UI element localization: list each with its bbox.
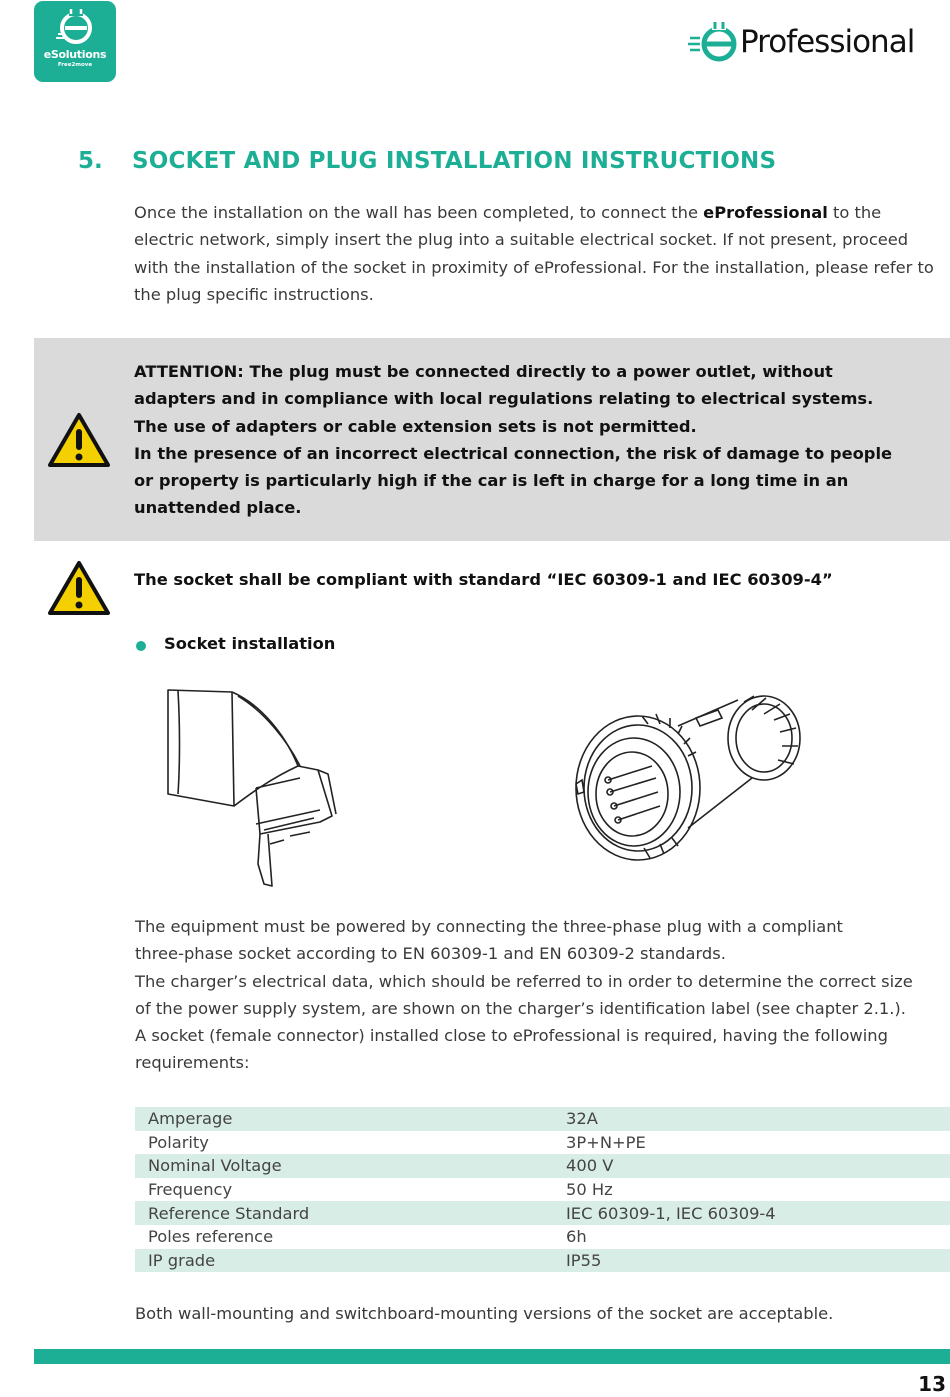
bullet-dot [136,641,146,651]
requirement-value: 3P+N+PE [566,1132,646,1152]
attention-line: ATTENTION: The plug must be connected directly to a power outlet, without [134,362,833,381]
requirement-label: Reference Standard [148,1203,310,1223]
table-row [135,1131,950,1155]
body-line: A socket (female connector) installed close to eProfessional is required, having the following [135,1026,888,1046]
requirement-label: Nominal Voltage [148,1156,282,1176]
requirement-value: 32A [566,1109,598,1129]
section-number: 5. [78,148,103,174]
table-row [135,1107,950,1131]
e-plug-logo-icon [34,1,116,49]
free2move-logo-text: Free2move [57,62,93,68]
body-line: The equipment must be powered by connecting the three-phase plug with a compliant [135,917,843,936]
three-phase-plug-illustration [568,688,808,868]
body-line: three-phase socket according to EN 60309-1 and EN 60309-2 standards. [135,944,726,964]
footer-bar [34,1349,950,1364]
requirement-label: IP grade [148,1250,216,1270]
requirement-label: Poles reference [148,1227,274,1247]
intro-brand-bold: eProfessional [703,203,828,222]
warning-triangle-icon [47,412,111,468]
standard-compliance-note: The socket shall be compliant with standard “IEC 60309-1 and IEC 60309-4” [134,570,833,589]
esolutions-logo [34,1,116,82]
body-paragraph [135,913,935,1077]
attention-line: The use of adapters or cable extension sets is not permitted. [134,416,697,436]
requirement-label: Amperage [148,1109,233,1129]
table-row [135,1201,950,1225]
intro-text-end: to the electric network, simply insert the plug into a suitable electrical socket. If not present, proceed with the installation of the socket in proximity of eProfessional. For the installation, please refer to the plug specific instructions. [134,203,934,304]
socket-installation-heading: Socket installation [164,634,336,653]
attention-text [134,358,934,522]
esolutions-logo-text: eSolutions [43,48,107,61]
requirements-table [135,1107,950,1272]
requirement-value: 6h [566,1227,587,1247]
wall-socket-illustration [160,684,340,894]
eprofessional-logo-text: Professional [740,24,915,60]
section-title: SOCKET AND PLUG INSTALLATION INSTRUCTIONS [132,148,777,174]
attention-line: unattended place. [134,498,302,518]
requirement-value: IEC 60309-1, IEC 60309-4 [566,1203,776,1223]
attention-line: In the presence of an incorrect electrical connection, the risk of damage to people [134,443,893,463]
table-row [135,1225,950,1249]
requirement-label: Frequency [148,1180,233,1200]
requirement-label: Polarity [148,1132,209,1152]
attention-line: or property is particularly high if the car is left in charge for a long time in an [134,471,849,491]
body-line: The charger’s electrical data, which should be referred to in order to determine the correct size [135,971,913,991]
body-line: requirements: [135,1053,250,1073]
e-plug-brand-icon [688,20,744,66]
table-row [135,1154,950,1178]
table-row [135,1178,950,1202]
table-row [135,1249,950,1273]
requirement-value: 400 V [566,1156,614,1176]
attention-line: adapters and in compliance with local regulations relating to electrical systems. [134,389,874,409]
body-line: of the power supply system, are shown on the charger’s identification label (see chapter 2.1.). [135,998,906,1018]
intro-text-start: Once the installation on the wall has been completed, to connect the [134,203,704,222]
requirement-value: 50 Hz [566,1180,613,1200]
warning-triangle-icon [47,560,111,616]
requirement-value: IP55 [566,1250,602,1270]
eprofessional-logo [688,20,950,66]
intro-paragraph [134,199,944,308]
mounting-note: Both wall-mounting and switchboard-mounting versions of the socket are acceptable. [135,1304,834,1323]
page-number: 13 [918,1372,946,1396]
